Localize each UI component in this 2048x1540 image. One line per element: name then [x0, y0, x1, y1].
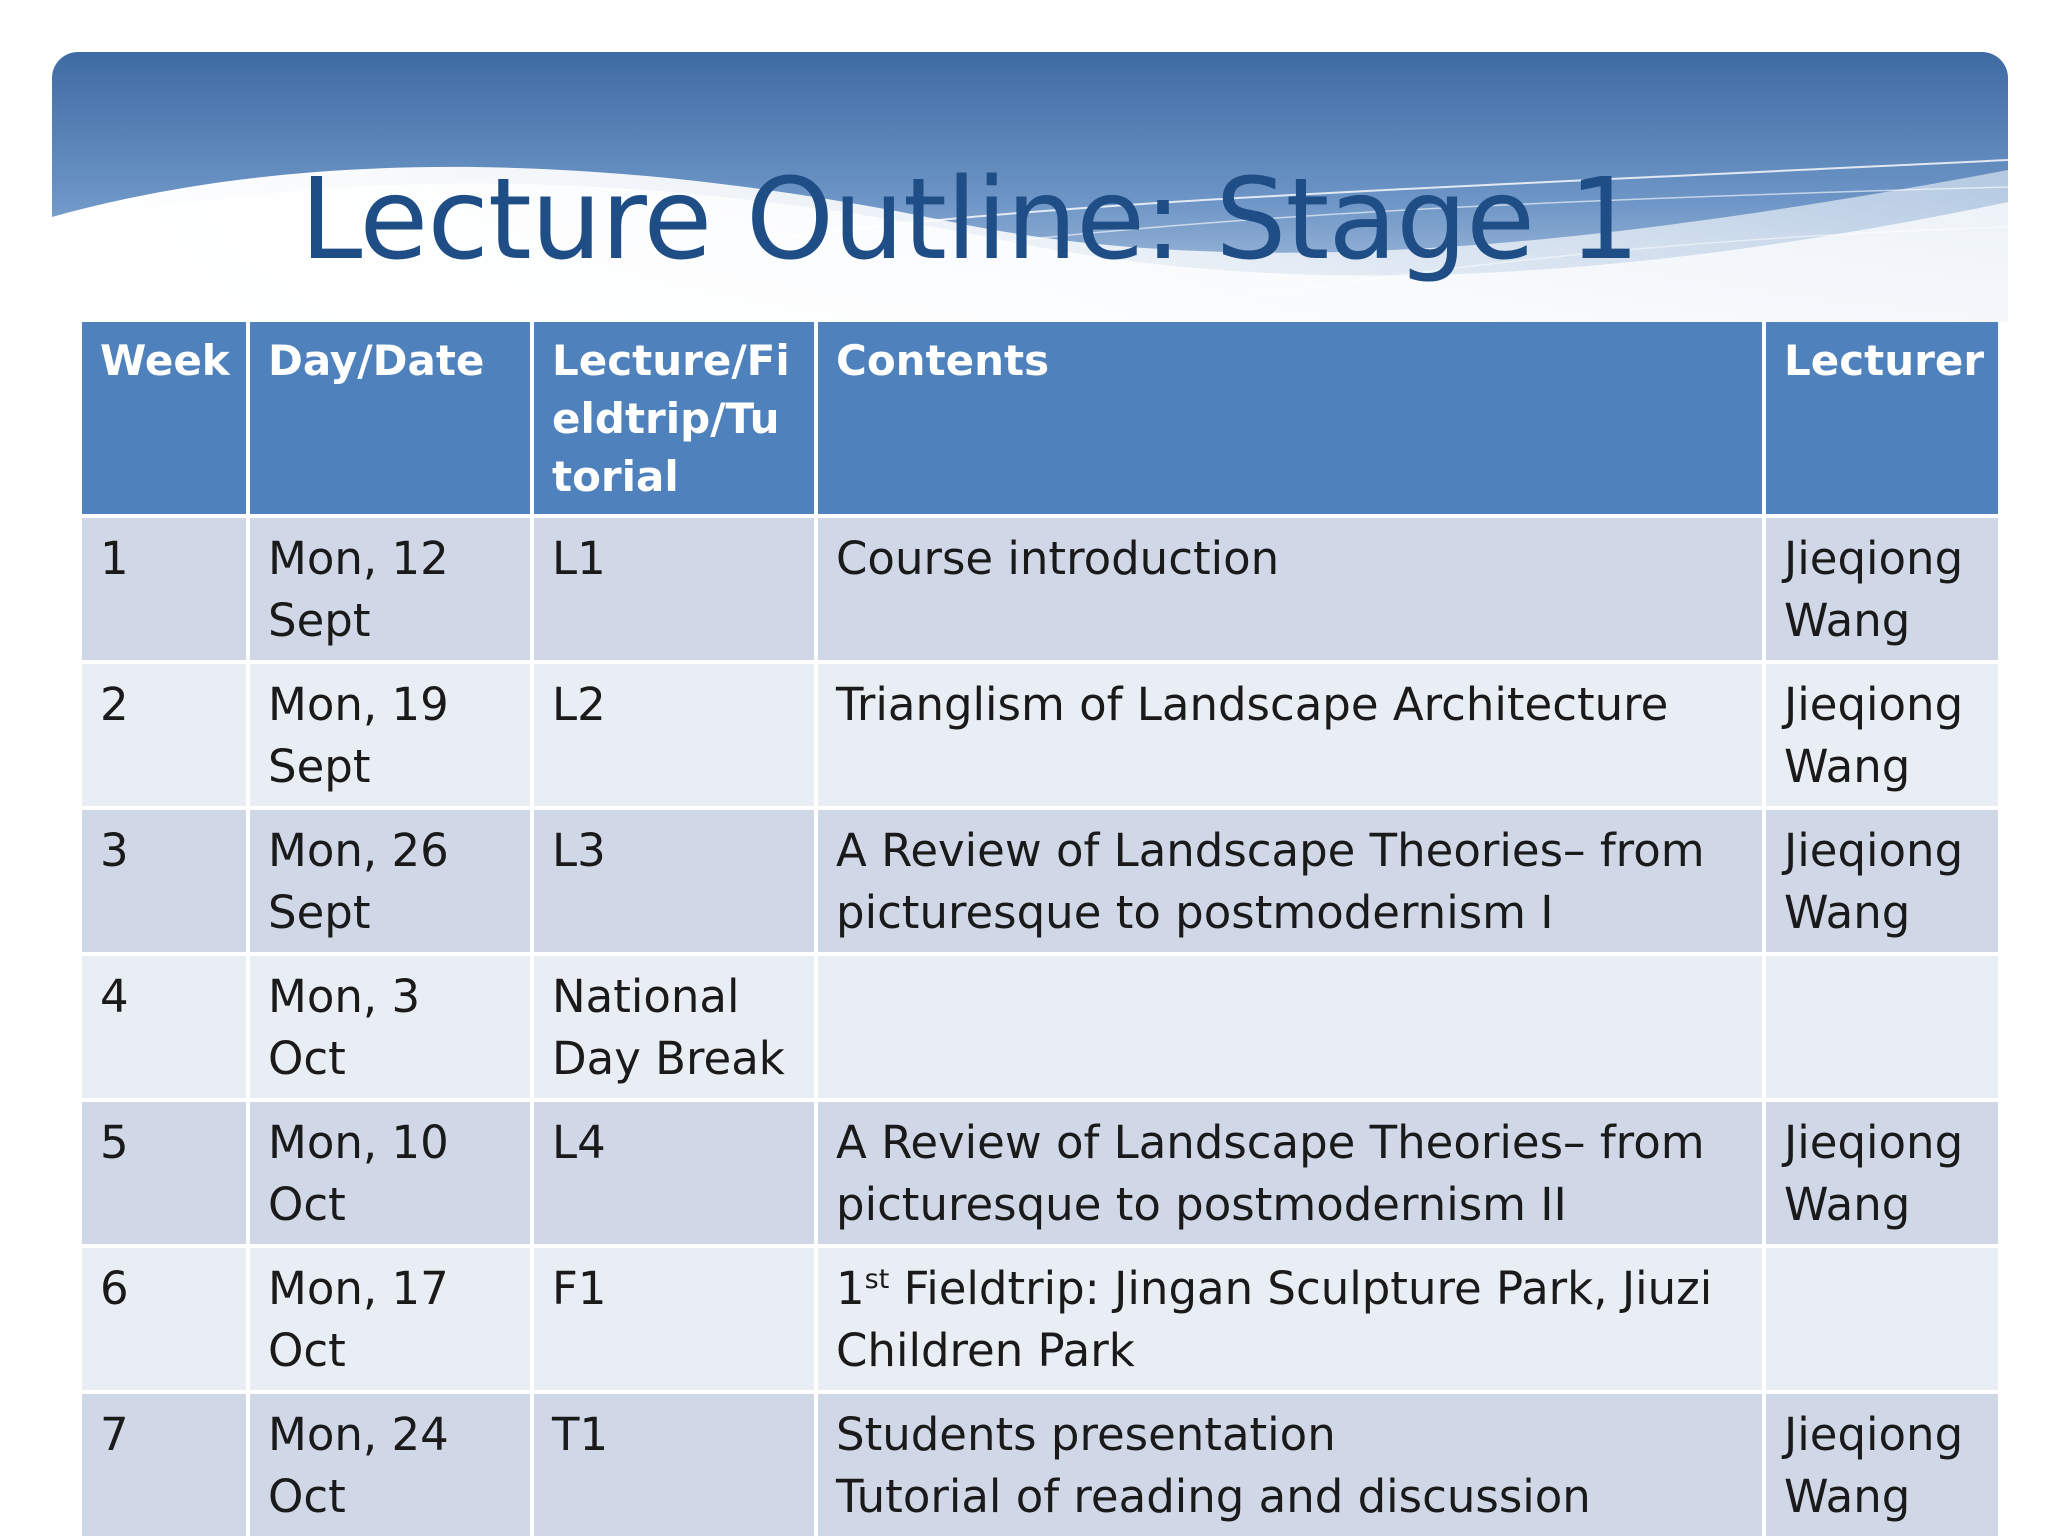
- date-cell: Mon, 17 Oct: [250, 1248, 530, 1390]
- date-cell: Mon, 19 Sept: [250, 664, 530, 806]
- week-cell: 1: [82, 518, 246, 660]
- contents-line: Trianglism of Landscape Architecture: [836, 678, 1669, 731]
- lecturer-cell: Jieqiong Wang: [1766, 810, 1998, 952]
- table-row: [82, 956, 1998, 1098]
- header-day-date: Day/Date: [250, 322, 530, 514]
- table-row: [82, 1102, 1998, 1244]
- header-lecturer: Lecturer: [1766, 322, 1998, 514]
- contents-line: A Review of Landscape Theories– from picturesque to postmodernism I: [836, 824, 1705, 939]
- week-cell: 3: [82, 810, 246, 952]
- lecturer-cell: Jieqiong Wang: [1766, 518, 1998, 660]
- lecturer-cell: Jieqiong Wang: [1766, 664, 1998, 806]
- contents-line: Students presentation: [836, 1408, 1336, 1461]
- type-cell: F1: [534, 1248, 814, 1390]
- week-cell: 2: [82, 664, 246, 806]
- date-cell: Mon, 26 Sept: [250, 810, 530, 952]
- contents-cell: [818, 1102, 1762, 1244]
- contents-line: Tutorial of reading and discussion: [836, 1470, 1591, 1523]
- week-cell: 7: [82, 1394, 246, 1536]
- lecture-outline-table: [78, 318, 2002, 1540]
- type-cell: National Day Break: [534, 956, 814, 1098]
- lecturer-cell: Jieqiong Wang: [1766, 1394, 1998, 1536]
- table-header-row: [82, 322, 1998, 514]
- week-cell: 5: [82, 1102, 246, 1244]
- date-cell: Mon, 24 Oct: [250, 1394, 530, 1536]
- type-cell: L2: [534, 664, 814, 806]
- contents-cell: [818, 1394, 1762, 1536]
- table-row: [82, 518, 1998, 660]
- contents-cell: [818, 664, 1762, 806]
- lecturer-cell: Jieqiong Wang: [1766, 1102, 1998, 1244]
- slide-title: Lecture Outline: Stage 1: [300, 155, 1639, 285]
- type-cell: L4: [534, 1102, 814, 1244]
- week-cell: 4: [82, 956, 246, 1098]
- contents-cell: [818, 956, 1762, 1098]
- type-cell: L3: [534, 810, 814, 952]
- week-cell: 6: [82, 1248, 246, 1390]
- contents-cell: [818, 1248, 1762, 1390]
- type-cell: T1: [534, 1394, 814, 1536]
- lecturer-cell: [1766, 1248, 1998, 1390]
- contents-line: Fieldtrip: Jingan Sculpture Park, Jiuzi Children Park: [836, 1262, 1713, 1377]
- contents-line: Course introduction: [836, 532, 1280, 585]
- header-lecture-type: Lecture/Fieldtrip/Tutorial: [534, 322, 814, 514]
- table-row: [82, 1394, 1998, 1536]
- header-week: Week: [82, 322, 246, 514]
- type-cell: L1: [534, 518, 814, 660]
- contents-cell: [818, 518, 1762, 660]
- contents-line: A Review of Landscape Theories– from picturesque to postmodernism II: [836, 1116, 1705, 1231]
- table-row: [82, 810, 1998, 952]
- table-row: [82, 1248, 1998, 1390]
- contents-ordinal-suffix: st: [864, 1264, 890, 1295]
- table-row: [82, 664, 1998, 806]
- date-cell: Mon, 12 Sept: [250, 518, 530, 660]
- date-cell: Mon, 3 Oct: [250, 956, 530, 1098]
- contents-cell: [818, 810, 1762, 952]
- date-cell: Mon, 10 Oct: [250, 1102, 530, 1244]
- header-contents: Contents: [818, 322, 1762, 514]
- contents-ordinal: 1: [836, 1262, 865, 1315]
- lecturer-cell: [1766, 956, 1998, 1098]
